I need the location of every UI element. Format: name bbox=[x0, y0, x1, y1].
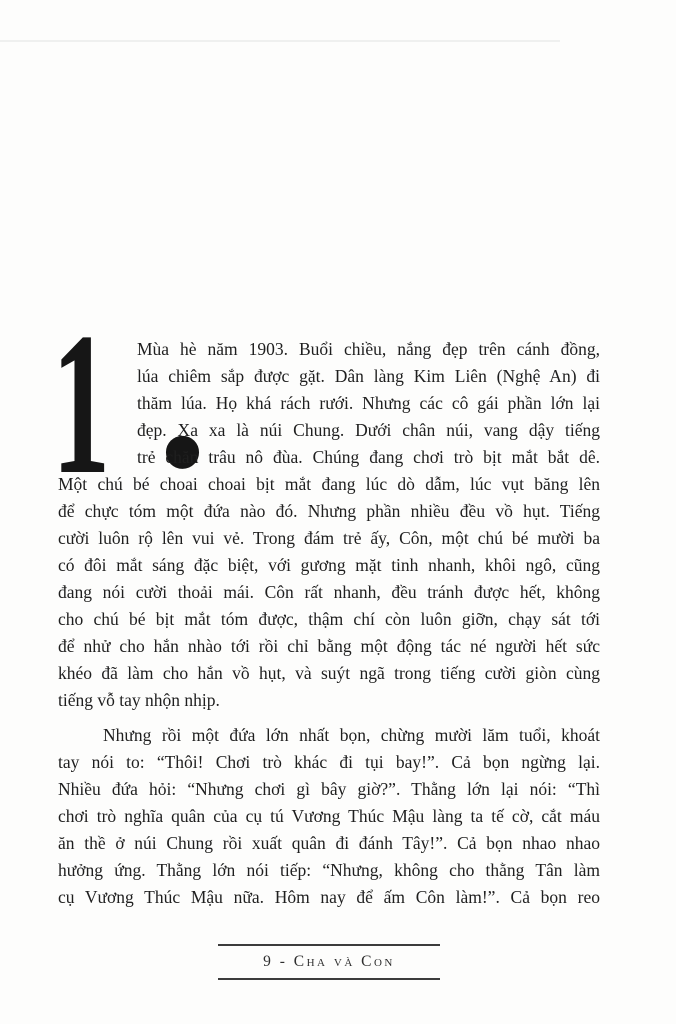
page-body bbox=[58, 336, 600, 911]
page-number-and-title: 9 - Cha và Con bbox=[263, 953, 395, 970]
chapter-number-period: . bbox=[157, 285, 208, 511]
text-line: để nhử cho hắn nhào tới rồi chỉ bằng một động tác né người hết sức bbox=[58, 636, 600, 656]
text-line: đang nói cười thoải mái. Côn rất nhanh, đều tránh được hết, không bbox=[58, 582, 600, 602]
chapter-number: 1 bbox=[52, 291, 111, 517]
text-line: có đôi mắt sáng đặc biệt, với gương mặt tinh nhanh, khôi ngô, cũng bbox=[58, 555, 600, 575]
scan-artifact-line bbox=[0, 40, 560, 42]
text-line: đẹp. Xa xa là núi Chung. Dưới chân núi, vang dậy tiếng bbox=[137, 420, 600, 440]
text-line: Nhưng rồi một đứa lớn nhất bọn, chừng mười lăm tuổi, khoát bbox=[103, 725, 600, 745]
page-footer bbox=[218, 944, 440, 980]
text-line: hưởng ứng. Thằng lớn nói tiếp: “Nhưng, không cho thằng Tân làm bbox=[58, 860, 600, 880]
text-line: lúa chiêm sắp được gặt. Dân làng Kim Liên (Nghệ An) đi bbox=[137, 366, 600, 386]
text-line: trẻ chăn trâu nô đùa. Chúng đang chơi trò bịt mắt bắt dê. bbox=[137, 447, 600, 467]
text-line: khéo đã làm cho hắn vồ hụt, và suýt ngã trong tiếng cười giòn cùng bbox=[58, 663, 600, 683]
text-line: chơi trò nghĩa quân của cụ tú Vương Thúc Mậu làng ta tế cờ, cắt máu bbox=[58, 806, 600, 826]
text-line: thăm lúa. Họ khá rách rưới. Nhưng các cô gái phần lớn lại bbox=[137, 393, 600, 413]
text-line: tay nói to: “Thôi! Chơi trò khác đi tụi bay!”. Cả bọn ngừng lại. bbox=[58, 752, 600, 772]
text-line: Một chú bé choai choai bịt mắt đang lúc dò dẫm, lúc vụt băng lên bbox=[58, 474, 600, 494]
text-line: ăn thề ở núi Chung rồi xuất quân đi đánh Tây!”. Cả bọn nhao nhao bbox=[58, 833, 600, 853]
text-line: cụ Vương Thúc Mậu nữa. Hôm nay để ấm Côn làm!”. Cả bọn reo bbox=[58, 887, 600, 907]
text-line: tiếng vỗ tay nhộn nhịp. bbox=[58, 690, 220, 710]
paragraph-1 bbox=[58, 336, 600, 714]
text-line: Mùa hè năm 1903. Buổi chiều, nắng đẹp trên cánh đồng, bbox=[137, 339, 600, 359]
text-line: cho chú bé bịt mắt tóm được, thậm chí còn luôn giỡn, chạy sát tới bbox=[58, 609, 600, 629]
text-line: để chực tóm một đứa nào đó. Nhưng phần nhiều đều vồ hụt. Tiếng bbox=[58, 501, 600, 521]
paragraph-2 bbox=[58, 722, 600, 911]
text-line: cười luôn rộ lên vui vẻ. Trong đám trẻ ấy, Côn, một chú bé mười ba bbox=[58, 528, 600, 548]
text-line: Nhiều đứa hỏi: “Nhưng chơi gì bây giờ?”. Thằng lớn lại nói: “Thì bbox=[58, 779, 600, 799]
